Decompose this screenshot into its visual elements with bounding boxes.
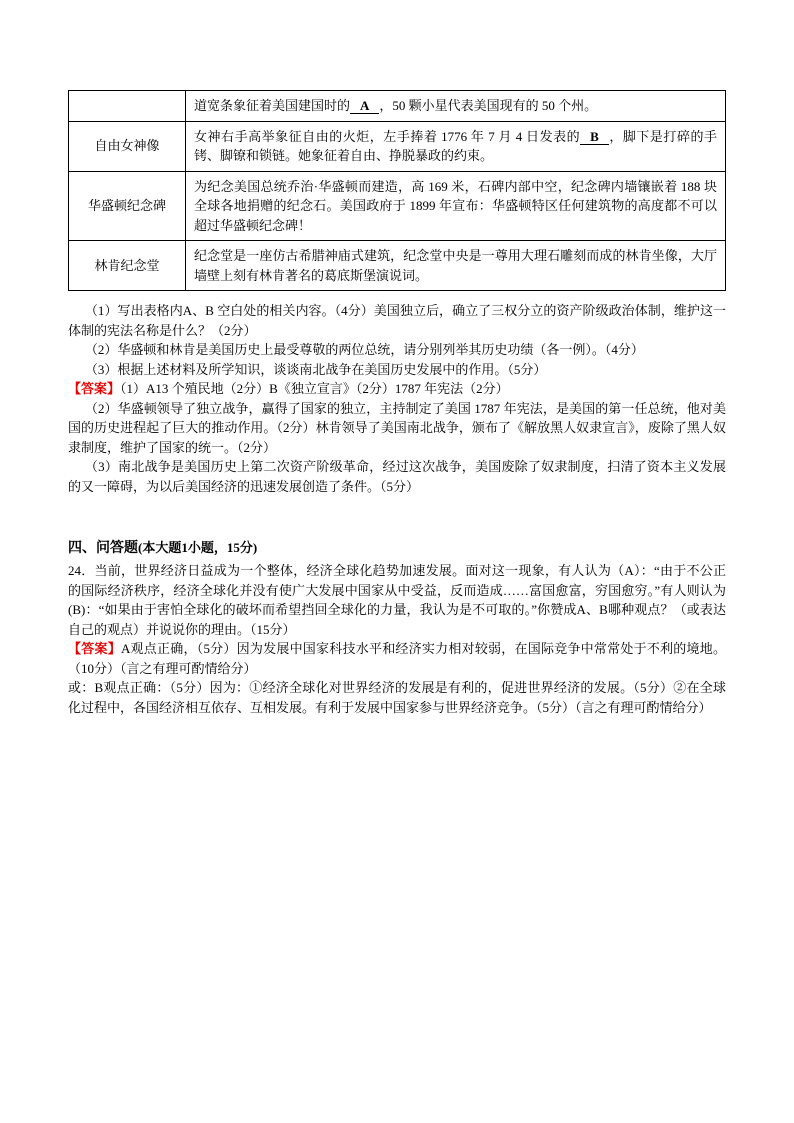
blank-a: A [350, 98, 379, 114]
table-row [69, 121, 726, 171]
question-24: 24．当前，世界经济日益成为一个整体，经济全球化趋势加速发展。面对这一现象，有人认为（A）：“由于不公正的国际经济秩序，经济全球化并没有使广大发展中国家从中受益，反而造成……富国愈富，穷国愈穷。”有人则认为(B)：“如果由于害怕全球化的破坏而希望挡回全球化的力量，我认为是不可取的。”你赞成A、B哪种观点？（或表达自己的观点）并说说你的理由。（15分） [68, 563, 726, 637]
row-content [186, 91, 726, 122]
answer-paragraph-a [68, 639, 726, 678]
answer-marker: 【答案】 [68, 641, 121, 656]
answer-paragraph-1 [68, 379, 726, 399]
answer-marker: 【答案】 [68, 381, 121, 396]
row-label: 华盛顿纪念碑 [69, 171, 186, 241]
question-3: （3）根据上述材料及所学知识，谈谈南北战争在美国历史发展中的作用。（5分） [84, 361, 547, 377]
row-text-post: ，脚下是打碎的手铐、脚镣和锁链。她象征着自由、挣脱暴政的约束。 [194, 128, 717, 163]
section-heading-title: 四、问答题 [68, 541, 138, 556]
row-label: 自由女神像 [69, 121, 186, 171]
monument-table [68, 90, 726, 291]
row-text-pre: 道宽条象征着美国建国时的 [194, 98, 351, 113]
table-row [69, 241, 726, 291]
question-2: （2）华盛顿和林肯是美国历史上最受尊敬的两位总统，请分别列举其历史功绩（各一例）。（4分） [84, 342, 644, 357]
answer-text-a: A观点正确，（5分）因为发展中国家科技水平和经济实力相对较弱，在国际竞争中常常处于不利的境地。（10分）（言之有理可酌情给分） [68, 641, 726, 676]
row-label: 林肯纪念堂 [69, 241, 186, 291]
answer-paragraph-3: （3）南北战争是美国历史上第二次资产阶级革命，经过这次战争，美国废除了奴隶制度，扫清了资本主义发展的又一障碍，为以后美国经济的迅速发展创造了条件。（5分） [68, 459, 726, 494]
question-1: （1）写出表格内A、B 空白处的相关内容。（4分）美国独立后，确立了三权分立的资产阶级政治体制，维护这一体制的宪法名称是什么？（2分） [68, 303, 726, 338]
answer-text-1: （1）A13 个殖民地（2分）B《独立宣言》（2分）1787 年宪法（2分） [120, 381, 509, 396]
answer-paragraph-2: （2）华盛顿领导了独立战争，赢得了国家的独立，主持制定了美国 1787 年宪法，是美国的第一任总统，他对美国的历史进程起了巨大的推动作用。（2分）林肯领导了美国南北战争，颁布了《解放黑人奴隶宣言》，废除了黑人奴隶制度，维护了国家的统一。（2分） [68, 400, 726, 455]
row-content: 纪念堂是一座仿古希腊神庙式建筑，纪念堂中央是一尊用大理石雕刻而成的林肯坐像，大厅墙壁上刻有林肯著名的葛底斯堡演说词。 [186, 241, 726, 291]
table-row [69, 91, 726, 122]
row-text-pre: 女神右手高举象征自由的火炬，左手捧着 1776 年 7 月 4 日发表的 [194, 128, 581, 144]
section-heading-detail: (本大题1小题，15分) [138, 540, 258, 555]
table-row [69, 171, 726, 241]
row-text-post: ，50 颗小星代表美国现有的 50 个州。 [379, 98, 598, 113]
section-heading [68, 538, 726, 559]
blank-b: B [580, 129, 609, 145]
row-label [69, 91, 186, 122]
row-content: 为纪念美国总统乔治·华盛顿而建造，高 169 米，石碑内部中空，纪念碑内墙镶嵌着 188 块全球各地捐赠的纪念石。美国政府于 1899 年宣布：华盛顿特区任何建筑物的高度都不可以超过华盛顿纪念碑！ [186, 171, 726, 241]
answer-paragraph-b: 或：B观点正确：（5分）因为：①经济全球化对世界经济的发展是有利的，促进世界经济的发展。（5分）②在全球化过程中，各国经济相互依存、互相发展。有利于发展中国家参与世界经济竞争。（5分）（言之有理可酌情给分） [68, 680, 726, 715]
row-content [186, 121, 726, 171]
